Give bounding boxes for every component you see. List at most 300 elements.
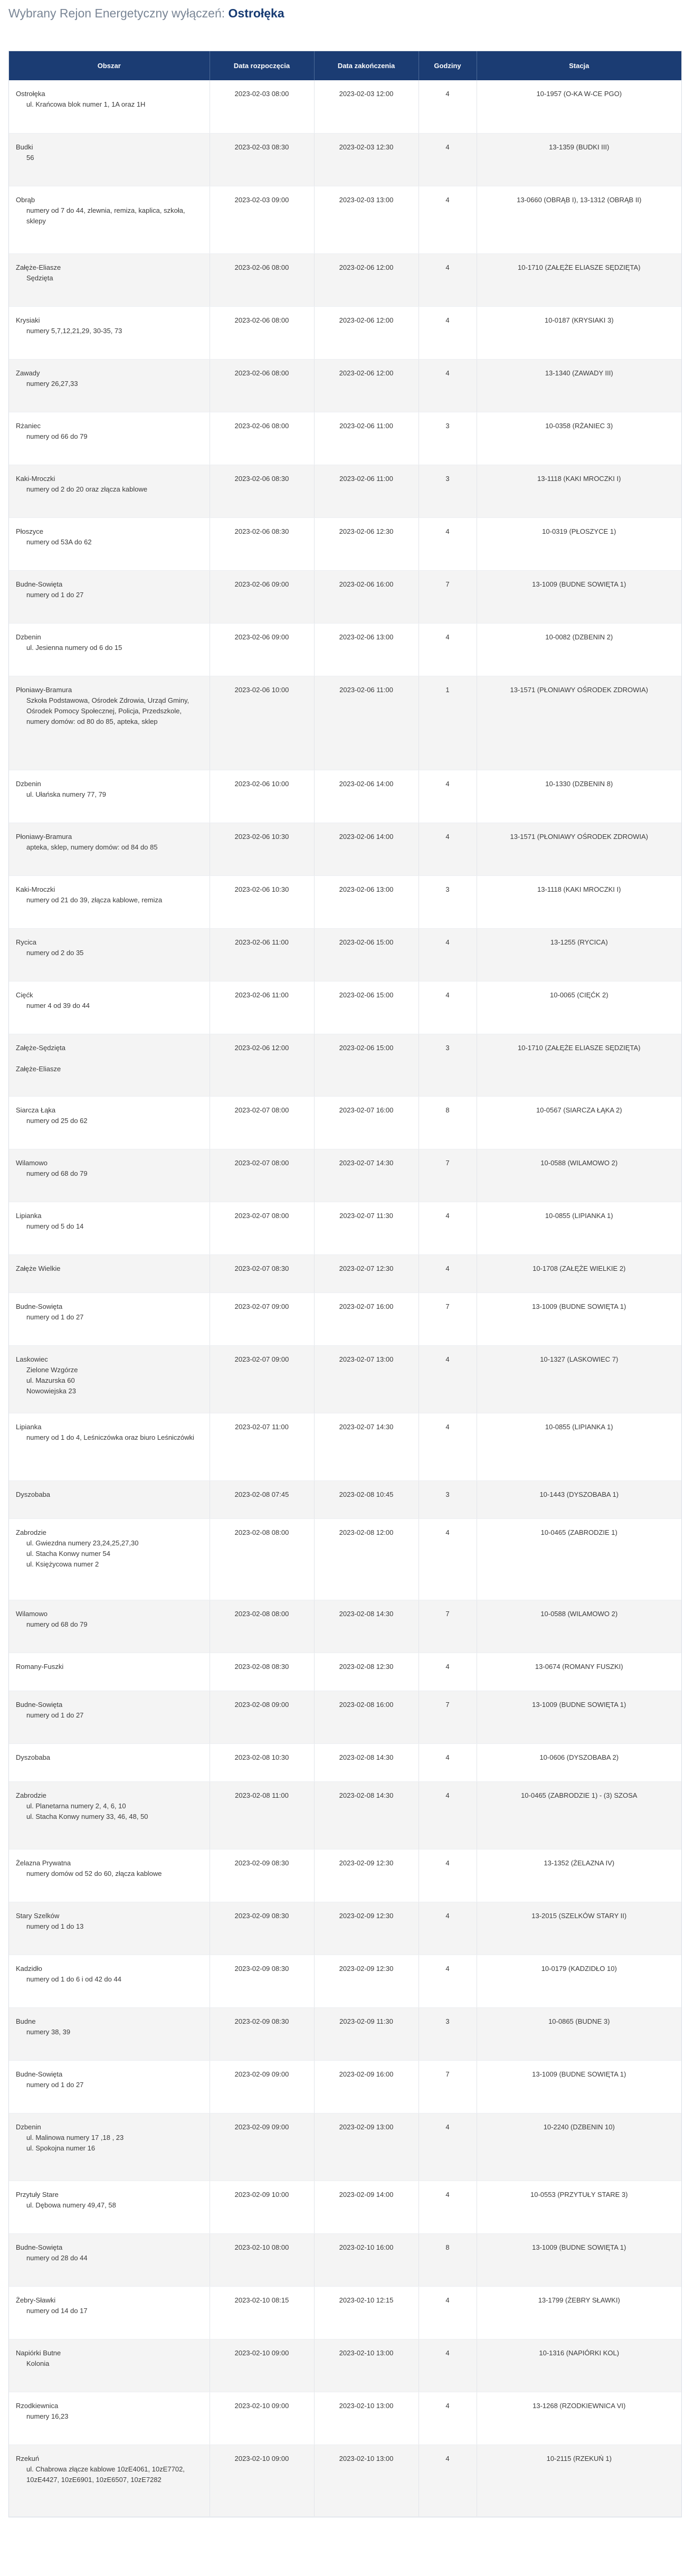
area-detail: numery 26,27,33	[26, 379, 78, 388]
area-detail: numery od 28 do 44	[26, 2253, 88, 2262]
cell-area	[9, 1691, 210, 1743]
cell-end-date: 2023-02-08 14:30	[314, 1781, 419, 1849]
cell-end-date: 2023-02-03 12:30	[314, 133, 419, 186]
cell-start-date: 2023-02-06 10:00	[210, 770, 314, 823]
cell-end-date: 2023-02-06 15:00	[314, 1034, 419, 1096]
table-row	[9, 2286, 681, 2339]
area-detail: numery 16,23	[26, 2412, 69, 2420]
cell-end-date: 2023-02-06 11:00	[314, 676, 419, 770]
table-row	[9, 1096, 681, 1149]
table-row	[9, 1034, 681, 1096]
cell-hours: 4	[419, 517, 477, 570]
cell-start-date: 2023-02-07 09:00	[210, 1345, 314, 1413]
cell-start-date: 2023-02-06 12:00	[210, 1034, 314, 1096]
cell-area	[9, 928, 210, 981]
cell-end-date: 2023-02-08 14:30	[314, 1600, 419, 1653]
area-name: Płoniawy-Bramura	[16, 832, 72, 841]
cell-end-date: 2023-02-09 11:30	[314, 2007, 419, 2060]
cell-end-date: 2023-02-06 13:00	[314, 623, 419, 676]
cell-area	[9, 1149, 210, 1202]
cell-hours: 4	[419, 133, 477, 186]
area-name: Budne-Sowięta	[16, 1302, 63, 1310]
table-row	[9, 1691, 681, 1743]
cell-start-date: 2023-02-07 11:00	[210, 1413, 314, 1480]
cell-start-date: 2023-02-08 09:00	[210, 1691, 314, 1743]
table-row	[9, 2060, 681, 2113]
table-row	[9, 80, 681, 133]
cell-area	[9, 1292, 210, 1345]
cell-station: 13-2015 (SZELKÓW STARY II)	[477, 1902, 681, 1955]
table-row	[9, 928, 681, 981]
cell-start-date: 2023-02-07 08:00	[210, 1096, 314, 1149]
cell-hours: 4	[419, 2392, 477, 2445]
cell-area	[9, 1902, 210, 1955]
cell-area	[9, 2007, 210, 2060]
cell-station: 13-1118 (KAKI MROCZKI I)	[477, 465, 681, 517]
cell-hours: 4	[419, 2445, 477, 2516]
area-detail: Kolonia	[26, 2359, 50, 2367]
area-name: Rycica	[16, 938, 37, 946]
area-detail: Załęże-Eliasze	[16, 1064, 61, 1073]
cell-station: 13-1571 (PŁONIAWY OŚRODEK ZDROWIA)	[477, 676, 681, 770]
cell-start-date: 2023-02-07 08:00	[210, 1149, 314, 1202]
table-row	[9, 306, 681, 359]
cell-start-date: 2023-02-06 11:00	[210, 928, 314, 981]
table-row	[9, 1955, 681, 2007]
cell-hours: 7	[419, 1292, 477, 1345]
cell-hours: 7	[419, 570, 477, 623]
area-name: Napiórki Butne	[16, 2348, 61, 2357]
area-name: Dzbenin	[16, 779, 41, 788]
cell-station: 10-0588 (WILAMOWO 2)	[477, 1149, 681, 1202]
cell-hours: 4	[419, 1781, 477, 1849]
cell-station: 10-0065 (CIĘĆK 2)	[477, 981, 681, 1034]
cell-end-date: 2023-02-08 10:45	[314, 1480, 419, 1518]
area-detail: numery od 1 do 27	[26, 2080, 84, 2089]
cell-area	[9, 2286, 210, 2339]
cell-end-date: 2023-02-09 13:00	[314, 2113, 419, 2181]
cell-start-date: 2023-02-10 09:00	[210, 2445, 314, 2516]
cell-start-date: 2023-02-09 08:30	[210, 2007, 314, 2060]
cell-end-date: 2023-02-06 12:00	[314, 359, 419, 412]
cell-area	[9, 1202, 210, 1254]
area-detail: Zielone Wzgórze	[26, 1365, 78, 1374]
area-name: Stary Szelków	[16, 1911, 60, 1920]
cell-area	[9, 517, 210, 570]
area-detail: numery od 66 do 79	[26, 432, 88, 440]
cell-area	[9, 1413, 210, 1480]
cell-area	[9, 1480, 210, 1518]
cell-station: 10-0855 (LIPIANKA 1)	[477, 1202, 681, 1254]
cell-hours: 4	[419, 1254, 477, 1292]
cell-hours: 4	[419, 2339, 477, 2392]
cell-station: 10-2240 (DZBENIN 10)	[477, 2113, 681, 2181]
area-name: Rżaniec	[16, 421, 41, 430]
area-name: Płoszyce	[16, 527, 44, 535]
area-name: Wilamowo	[16, 1158, 47, 1167]
cell-end-date: 2023-02-09 12:30	[314, 1849, 419, 1902]
cell-area	[9, 2339, 210, 2392]
area-detail: ul. Ułańska numery 77, 79	[26, 790, 107, 798]
cell-start-date: 2023-02-06 09:00	[210, 623, 314, 676]
table-row	[9, 517, 681, 570]
cell-start-date: 2023-02-06 08:30	[210, 465, 314, 517]
cell-station: 13-1009 (BUDNE SOWIĘTA 1)	[477, 1292, 681, 1345]
cell-end-date: 2023-02-06 15:00	[314, 981, 419, 1034]
cell-hours: 3	[419, 412, 477, 465]
area-detail: ul. Malinowa numery 17 ,18 , 23	[26, 2133, 124, 2141]
cell-start-date: 2023-02-09 09:00	[210, 2113, 314, 2181]
cell-station: 13-1009 (BUDNE SOWIĘTA 1)	[477, 1691, 681, 1743]
cell-hours: 4	[419, 306, 477, 359]
area-detail: numery od 1 do 13	[26, 1922, 84, 1930]
cell-area	[9, 875, 210, 928]
cell-area	[9, 2392, 210, 2445]
area-name: Budne-Sowięta	[16, 2243, 63, 2251]
cell-station: 10-1708 (ZAŁĘŻE WIELKIE 2)	[477, 1254, 681, 1292]
cell-end-date: 2023-02-03 12:00	[314, 80, 419, 133]
cell-area	[9, 359, 210, 412]
cell-station: 13-1359 (BUDKI III)	[477, 133, 681, 186]
cell-station: 10-0553 (PRZYTUŁY STARE 3)	[477, 2181, 681, 2233]
cell-end-date: 2023-02-06 12:00	[314, 306, 419, 359]
cell-end-date: 2023-02-09 16:00	[314, 2060, 419, 2113]
cell-area	[9, 1096, 210, 1149]
cell-end-date: 2023-02-10 13:00	[314, 2392, 419, 2445]
cell-start-date: 2023-02-08 10:30	[210, 1743, 314, 1781]
cell-area	[9, 80, 210, 133]
cell-station: 13-0674 (ROMANY FUSZKI)	[477, 1653, 681, 1691]
table-row	[9, 875, 681, 928]
area-name: Romany-Fuszki	[16, 1662, 64, 1671]
area-detail: apteka, sklep, numery domów: od 84 do 85	[26, 843, 158, 851]
cell-start-date: 2023-02-03 08:30	[210, 133, 314, 186]
cell-area	[9, 2181, 210, 2233]
cell-area	[9, 2113, 210, 2181]
cell-station: 10-0082 (DZBENIN 2)	[477, 623, 681, 676]
area-detail: numery od 1 do 4, Leśniczówka oraz biuro Leśniczówki	[26, 1433, 194, 1441]
area-name: Dyszobaba	[16, 1490, 51, 1498]
cell-station: 10-1316 (NAPIÓRKI KOL)	[477, 2339, 681, 2392]
cell-end-date: 2023-02-10 16:00	[314, 2233, 419, 2286]
cell-start-date: 2023-02-06 11:00	[210, 981, 314, 1034]
area-name: Załęże-Eliasze	[16, 263, 61, 271]
cell-hours: 4	[419, 2113, 477, 2181]
cell-start-date: 2023-02-06 08:00	[210, 253, 314, 306]
cell-end-date: 2023-02-06 11:00	[314, 412, 419, 465]
table-row	[9, 981, 681, 1034]
area-detail: ul. Spokojna numer 16	[26, 2144, 96, 2152]
cell-area	[9, 2060, 210, 2113]
area-detail: numery od 14 do 17	[26, 2306, 88, 2315]
cell-end-date: 2023-02-06 13:00	[314, 875, 419, 928]
cell-hours: 7	[419, 1691, 477, 1743]
outages-table-container	[8, 51, 682, 2517]
cell-station: 10-1330 (DZBENIN 8)	[477, 770, 681, 823]
cell-start-date: 2023-02-07 08:00	[210, 1202, 314, 1254]
table-row	[9, 1480, 681, 1518]
cell-end-date: 2023-02-08 12:30	[314, 1653, 419, 1691]
table-row	[9, 2339, 681, 2392]
cell-area	[9, 1781, 210, 1849]
table-row	[9, 253, 681, 306]
cell-area	[9, 676, 210, 770]
area-detail: numery od 25 do 62	[26, 1116, 88, 1125]
area-detail: Szkoła Podstawowa, Ośrodek Zdrowia, Urząd Gminy, Ośrodek Pomocy Społecznej, Policja, Przedszkole, numery domów: od 80 do 85, apteka, sklep	[26, 696, 189, 725]
cell-start-date: 2023-02-06 10:30	[210, 875, 314, 928]
cell-station: 10-1443 (DYSZOBABA 1)	[477, 1480, 681, 1518]
area-detail: ul. Planetarna numery 2, 4, 6, 10	[26, 1801, 126, 1810]
cell-hours: 4	[419, 770, 477, 823]
column-header-end-date[interactable]: Data zakończenia	[314, 51, 419, 80]
table-row	[9, 2392, 681, 2445]
column-header-hours[interactable]: Godziny	[419, 51, 477, 80]
cell-end-date: 2023-02-06 11:00	[314, 465, 419, 517]
cell-hours: 4	[419, 186, 477, 253]
cell-hours: 8	[419, 2233, 477, 2286]
cell-area	[9, 186, 210, 253]
cell-start-date: 2023-02-03 09:00	[210, 186, 314, 253]
cell-hours: 7	[419, 1600, 477, 1653]
cell-area	[9, 570, 210, 623]
cell-end-date: 2023-02-03 13:00	[314, 186, 419, 253]
area-detail: numery od 2 do 35	[26, 948, 84, 957]
cell-hours: 7	[419, 2060, 477, 2113]
cell-area	[9, 1600, 210, 1653]
cell-station: 10-0855 (LIPIANKA 1)	[477, 1413, 681, 1480]
column-header-start-date[interactable]: Data rozpoczęcia	[210, 51, 314, 80]
cell-end-date: 2023-02-07 14:30	[314, 1413, 419, 1480]
cell-start-date: 2023-02-07 08:30	[210, 1254, 314, 1292]
cell-area	[9, 133, 210, 186]
cell-hours: 4	[419, 1955, 477, 2007]
page-title-prefix: Wybrany Rejon Energetyczny wyłączeń:	[8, 6, 225, 20]
area-name: Kadzidło	[16, 1964, 42, 1973]
cell-end-date: 2023-02-06 12:00	[314, 253, 419, 306]
area-detail: numery od 1 do 27	[26, 1711, 84, 1719]
area-detail: numery od 7 do 44, zlewnia, remiza, kaplica, szkoła, sklepy	[26, 206, 185, 225]
area-name: Dzbenin	[16, 2122, 41, 2131]
table-row	[9, 1149, 681, 1202]
table-row	[9, 1292, 681, 1345]
cell-end-date: 2023-02-09 12:30	[314, 1955, 419, 2007]
cell-start-date: 2023-02-08 08:00	[210, 1600, 314, 1653]
table-row	[9, 133, 681, 186]
table-row	[9, 1518, 681, 1600]
cell-start-date: 2023-02-10 08:00	[210, 2233, 314, 2286]
area-detail: ul. Chabrowa złącze kablowe 10zE4061, 10zE7702, 10zE4427, 10zE6901, 10zE6507, 10zE7282	[26, 2465, 185, 2484]
cell-end-date: 2023-02-09 14:00	[314, 2181, 419, 2233]
cell-hours: 4	[419, 2181, 477, 2233]
cell-station: 13-1340 (ZAWADY III)	[477, 359, 681, 412]
cell-end-date: 2023-02-07 16:00	[314, 1096, 419, 1149]
area-name: Zabrodzie	[16, 1528, 46, 1536]
area-detail: numery 38, 39	[26, 2027, 71, 2036]
cell-area	[9, 823, 210, 875]
cell-hours: 4	[419, 928, 477, 981]
table-row	[9, 676, 681, 770]
area-detail: numery od 53A do 62	[26, 537, 92, 546]
area-name: Ostrołęka	[16, 90, 45, 98]
table-row	[9, 186, 681, 253]
area-name: Żebry-Sławki	[16, 2296, 56, 2304]
area-name: Rzekuń	[16, 2454, 40, 2462]
cell-hours: 3	[419, 1034, 477, 1096]
area-detail: numery od 21 do 39, złącza kablowe, remiza	[26, 895, 163, 904]
area-name: Cięćk	[16, 990, 33, 999]
cell-start-date: 2023-02-09 10:00	[210, 2181, 314, 2233]
cell-station: 13-1268 (RZODKIEWNICA VI)	[477, 2392, 681, 2445]
area-detail: numery od 68 do 79	[26, 1620, 88, 1628]
area-name: Budne	[16, 2017, 36, 2025]
area-name: Budne-Sowięta	[16, 580, 63, 588]
cell-area	[9, 1254, 210, 1292]
cell-start-date: 2023-02-06 08:00	[210, 306, 314, 359]
cell-area	[9, 1849, 210, 1902]
cell-station: 13-1799 (ŻEBRY SŁAWKI)	[477, 2286, 681, 2339]
area-detail: ul. Krańcowa blok numer 1, 1A oraz 1H	[26, 100, 146, 108]
table-row	[9, 412, 681, 465]
area-detail	[16, 1053, 203, 1064]
area-name: Kaki-Mroczki	[16, 474, 55, 483]
cell-area	[9, 2445, 210, 2516]
table-row	[9, 2113, 681, 2181]
area-detail: ul. Gwiezdna numery 23,24,25,27,30	[26, 1539, 139, 1547]
cell-end-date: 2023-02-10 13:00	[314, 2445, 419, 2516]
cell-station: 10-0319 (PŁOSZYCE 1)	[477, 517, 681, 570]
cell-hours: 4	[419, 981, 477, 1034]
cell-station: 10-1327 (LASKOWIEC 7)	[477, 1345, 681, 1413]
table-row	[9, 2007, 681, 2060]
area-detail: numery od 68 do 79	[26, 1169, 88, 1177]
cell-start-date: 2023-02-08 08:30	[210, 1653, 314, 1691]
cell-end-date: 2023-02-06 12:30	[314, 517, 419, 570]
cell-start-date: 2023-02-09 08:30	[210, 1849, 314, 1902]
table-row	[9, 2445, 681, 2516]
cell-end-date: 2023-02-06 15:00	[314, 928, 419, 981]
cell-hours: 8	[419, 1096, 477, 1149]
cell-end-date: 2023-02-10 13:00	[314, 2339, 419, 2392]
cell-hours: 3	[419, 1480, 477, 1518]
area-name: Przytuły Stare	[16, 2190, 59, 2198]
cell-station: 10-1957 (O-KA W-CE PGO)	[477, 80, 681, 133]
cell-station: 13-0660 (OBRĄB I), 13-1312 (OBRĄB II)	[477, 186, 681, 253]
cell-area	[9, 1955, 210, 2007]
area-detail: ul. Jesienna numery od 6 do 15	[26, 643, 122, 652]
area-detail: numery 5,7,12,21,29, 30-35, 73	[26, 326, 122, 335]
cell-station: 13-1009 (BUDNE SOWIĘTA 1)	[477, 570, 681, 623]
area-name: Budki	[16, 143, 33, 151]
cell-station: 13-1118 (KAKI MROCZKI I)	[477, 875, 681, 928]
area-name: Budne-Sowięta	[16, 2070, 63, 2078]
area-name: Załęże Wielkie	[16, 1264, 61, 1272]
cell-area	[9, 1345, 210, 1413]
cell-hours: 4	[419, 1743, 477, 1781]
cell-hours: 1	[419, 676, 477, 770]
cell-station: 13-1009 (BUDNE SOWIĘTA 1)	[477, 2233, 681, 2286]
cell-start-date: 2023-02-03 08:00	[210, 80, 314, 133]
cell-area	[9, 465, 210, 517]
area-name: Żelazna Prywatna	[16, 1858, 71, 1867]
cell-end-date: 2023-02-07 12:30	[314, 1254, 419, 1292]
cell-station: 10-0179 (KADZIDŁO 10)	[477, 1955, 681, 2007]
area-name: Zawady	[16, 369, 40, 377]
area-name: Rzodkiewnica	[16, 2401, 59, 2410]
area-detail: ul. Dębowa numery 49,47, 58	[26, 2201, 116, 2209]
area-detail: 56	[26, 153, 34, 162]
table-row	[9, 359, 681, 412]
cell-hours: 4	[419, 1345, 477, 1413]
area-name: Siarcza Łąka	[16, 1106, 56, 1114]
cell-end-date: 2023-02-10 12:15	[314, 2286, 419, 2339]
cell-area	[9, 2233, 210, 2286]
cell-start-date: 2023-02-06 08:00	[210, 359, 314, 412]
area-name: Płoniawy-Bramura	[16, 685, 72, 694]
cell-area	[9, 981, 210, 1034]
cell-start-date: 2023-02-09 08:30	[210, 1902, 314, 1955]
cell-start-date: 2023-02-10 08:15	[210, 2286, 314, 2339]
area-name: Załęże-Sędzięta	[16, 1043, 65, 1052]
column-header-station[interactable]: Stacja	[477, 51, 681, 80]
table-row	[9, 623, 681, 676]
table-row	[9, 1849, 681, 1902]
area-name: Dyszobaba	[16, 1753, 51, 1761]
area-detail: ul. Stacha Konwy numery 33, 46, 48, 50	[26, 1812, 148, 1820]
cell-area	[9, 1653, 210, 1691]
cell-start-date: 2023-02-08 08:00	[210, 1518, 314, 1600]
area-name: Kaki-Mroczki	[16, 885, 55, 893]
cell-area	[9, 306, 210, 359]
area-name: Wilamowo	[16, 1609, 47, 1618]
cell-station: 10-0588 (WILAMOWO 2)	[477, 1600, 681, 1653]
cell-station: 10-2115 (RZEKUŃ 1)	[477, 2445, 681, 2516]
cell-hours: 3	[419, 465, 477, 517]
cell-station: 13-1255 (RYCICA)	[477, 928, 681, 981]
cell-area	[9, 412, 210, 465]
cell-hours: 4	[419, 253, 477, 306]
table-row	[9, 1254, 681, 1292]
area-name: Dzbenin	[16, 633, 41, 641]
cell-hours: 4	[419, 359, 477, 412]
cell-end-date: 2023-02-08 12:00	[314, 1518, 419, 1600]
cell-hours: 7	[419, 1149, 477, 1202]
cell-station: 10-1710 (ZAŁĘŻE ELIASZE SĘDZIĘTA)	[477, 253, 681, 306]
table-row	[9, 1413, 681, 1480]
area-detail: numery od 1 do 27	[26, 1313, 84, 1321]
table-row	[9, 1345, 681, 1413]
cell-hours: 4	[419, 1518, 477, 1600]
cell-end-date: 2023-02-07 13:00	[314, 1345, 419, 1413]
cell-hours: 4	[419, 1202, 477, 1254]
cell-area	[9, 1518, 210, 1600]
table-row	[9, 2181, 681, 2233]
column-header-area[interactable]: Obszar	[9, 51, 210, 80]
cell-start-date: 2023-02-09 08:30	[210, 1955, 314, 2007]
cell-end-date: 2023-02-08 16:00	[314, 1691, 419, 1743]
table-row	[9, 1653, 681, 1691]
cell-start-date: 2023-02-06 08:30	[210, 517, 314, 570]
cell-end-date: 2023-02-07 11:30	[314, 1202, 419, 1254]
page-title	[0, 0, 694, 27]
outages-table	[9, 51, 681, 2517]
cell-area	[9, 253, 210, 306]
cell-hours: 3	[419, 2007, 477, 2060]
table-row	[9, 1600, 681, 1653]
table-header	[9, 51, 681, 80]
cell-hours: 4	[419, 2286, 477, 2339]
cell-hours: 4	[419, 1413, 477, 1480]
cell-end-date: 2023-02-06 14:00	[314, 770, 419, 823]
